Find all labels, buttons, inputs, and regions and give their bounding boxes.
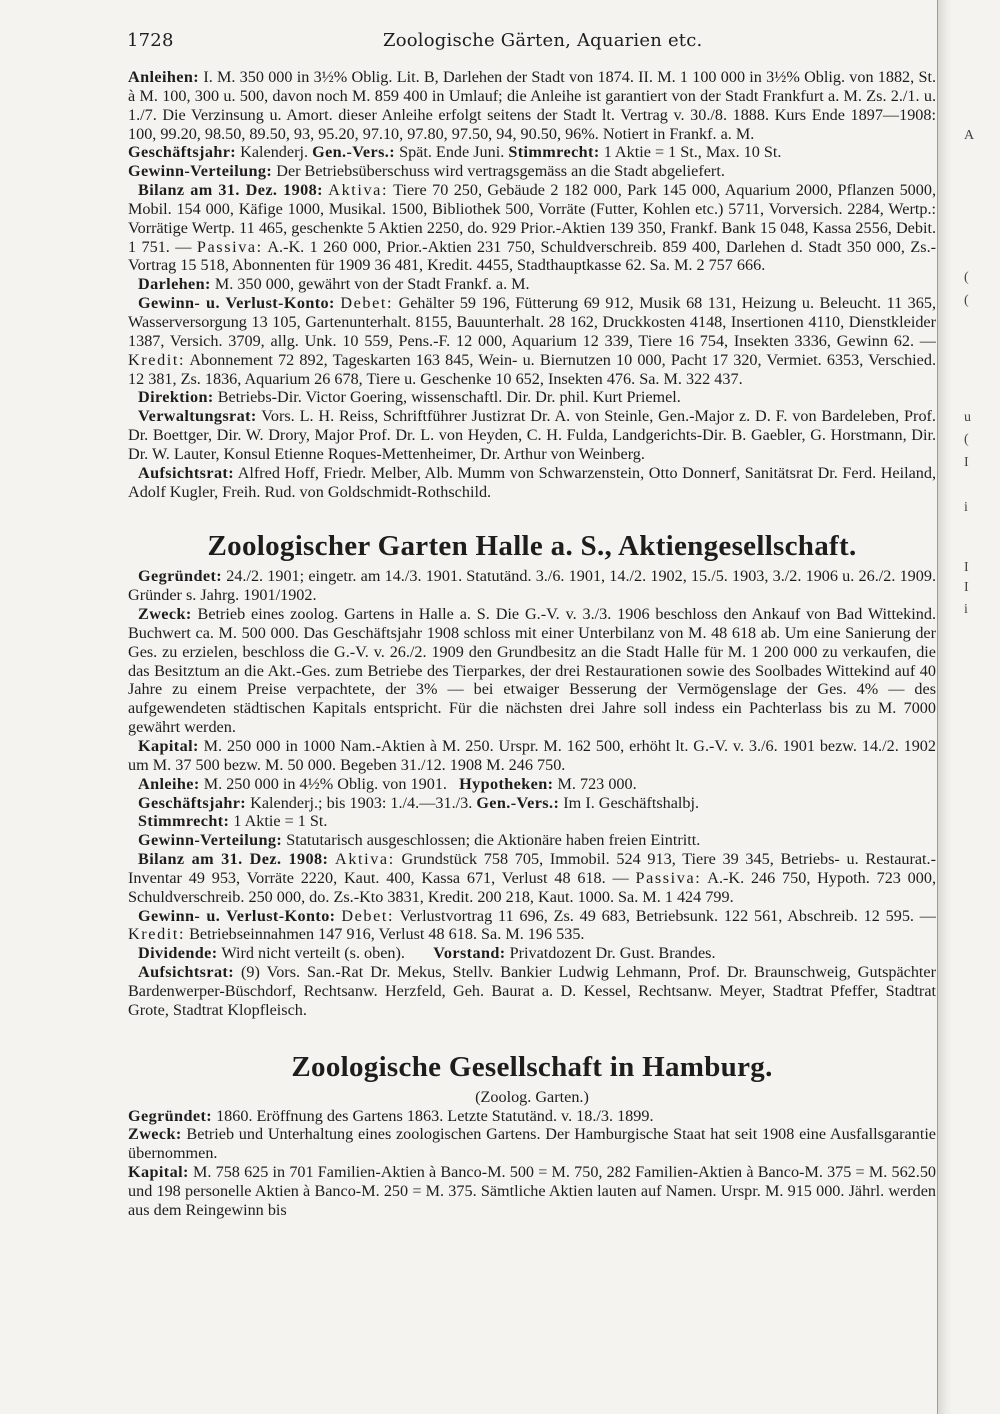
halle-stimmrecht: Stimmrecht: 1 Aktie = 1 St.: [138, 812, 328, 831]
halle-zweck: Zweck: Betrieb eines zoolog. Gartens in Halle a. S. Die G.-V. v. 3./3. 1906 beschloss den Ankauf von Bad Wittekind. Buchwert ca. M. 500 000. Das Geschäftsjahr 1908 schloss mit einer Unterbilanz von M. 48 618 ab. Um eine Sanierung der Ges. zu erzielen, beschloss die G.-V. v. 26./2. 1909 den Grundbesitz an die Stadt Halle für M. 1 200 000 zu verkaufen, die das Besitztum an die Akt.-Ges. zum Betriebe des Tierparkes, der drei Restaurationen sowie des Soolbades Wittekind auf 40 Jahre zu einem Preise verpachtete, der 3% — bei etwaiger Besserung der Vermögenslage der Ges. 4% — des aufgewendeten städtischen Kapitals entspricht. Für die nächsten drei Jahre soll indess ein Pachterlass bis zu M. 7000 gewährt werden.: [128, 605, 937, 737]
hamburg-kapital: Kapital: M. 758 625 in 701 Familien-Aktien à Banco-M. 500 = M. 750, 282 Familien-Aktien à Banco-M. 375 = M. 562.50 und 198 personelle Aktien à Banco-M. 250 = M. 375. Sämtliche Aktien lauten auf Namen. Urspr. M. 915 000. Jährl. werden aus dem Reingewinn bis: [128, 1163, 937, 1219]
frankfurt-verwaltungsrat: Verwaltungsrat: Vors. L. H. Reiss, Schriftführer Justizrat Dr. A. von Steinle, Gen.-Major z. D. F. von Bardeleben, Prof. Dr. Boettger, Dir. W. Drory, Major Prof. Dr. L. von Heyden, C. H. Fulda, Landgerichts-Dir. B. Gaebler, G. Horstmann, Dir. Dr. W. Lauter, Konsul Etienne Roques-Mettenheimer, Dr. Arthur von Weinberg.: [128, 407, 936, 463]
halle-anleihe: Anleihe: M. 250 000 in 4½% Oblig. von 1901. Hypotheken: M. 723 000.: [138, 774, 637, 793]
frankfurt-guv: Gewinn- u. Verlust-Konto: Debet: Gehälter 59 196, Fütterung 69 912, Musik 68 131, Heizung u. Beleucht. 11 365, Wasserversorgung 13 105, Gartenunterhalt. 8155, Bauunterhalt. 28 162, Druckkosten 4148, Insertionen 4110, Dienstkleider 1387, Versich. 3709, allg. Unk. 10 559, Pens.-F. 12 000, Aquarium 12 339, Tiere 16 754, Insekten 3336, Gewinn 62. — Kredit: Abonnement 72 892, Tageskarten 163 845, Wein- u. Biernutzen 10 000, Pacht 17 320, Vermiet. 6353, Verschied. 12 381, Zs. 1836, Aquarium 26 678, Tiere u. Geschenke 10 652, Insekten 476. Sa. M. 322 437.: [128, 294, 937, 388]
page-header: [127, 30, 937, 56]
frankfurt-bilanz: Bilanz am 31. Dez. 1908: Aktiva: Tiere 70 250, Gebäude 2 182 000, Park 145 000, Aquarium 2000, Pflanzen 5000, Mobil. 154 000, Käfige 1000, Musikal. 1500, Bibliothek 500, Vorräte (Futter, Kohlen etc.) 5711, Vorversich. 2284, Wertp.: Vorrätige Wertp. 11 465, geschenkte 5 Aktien 2250, do. 929 Prior.-Aktien 139 350, Frankf. Bank 15 048, Kassa 2556, Debit. 1 751. — Passiva: A.-K. 1 260 000, Prior.-Aktien 231 750, Schuldverschreib. 859 400, Darlehen d. Stadt 350 000, Zs.-Vortrag 15 518, Abonnenten für 1909 36 481, Kredit. 4455, Stadthauptkasse 62. Sa. M. 2 757 666.: [128, 181, 937, 275]
frankfurt-aufsichtsrat: Aufsichtsrat: Alfred Hoff, Friedr. Melber, Alb. Mumm von Schwarzenstein, Otto Donnerf, Sanitätsrat Dr. Ferd. Heiland, Adolf Kugler, Freih. Rud. von Goldschmidt-Rothschild.: [128, 463, 936, 501]
running-title: Zoologische Gärten, Aquarien etc.: [383, 30, 703, 51]
halle-kapital: Kapital: M. 250 000 in 1000 Nam.-Aktien à M. 250. Urspr. M. 162 500, erhöht lt. G.-V. v. 3./6. 1901 bezw. 14./2. 1902 um M. 37 500 bezw. M. 50 000. Begeben 31./12. 1908 M. 246 750.: [128, 737, 936, 774]
hamburg-zweck: Zweck: Betrieb und Unterhaltung eines zoologischen Gartens. Der Hamburgische Staat hat seit 1908 eine Ausfallsgarantie übernommen.: [128, 1125, 936, 1163]
frankfurt-darlehen: Darlehen: M. 350 000, gewährt von der Stadt Frankf. a. M.: [138, 275, 530, 294]
hamburg-title: Zoologische Gesellschaft in Hamburg.: [291, 1050, 773, 1083]
edge-mark: (: [964, 432, 969, 447]
adjacent-page-edge: [937, 0, 1000, 1414]
hamburg-gegruendet: Gegründet: 1860. Eröffnung des Gartens 1863. Letzte Statutänd. v. 18./3. 1899.: [128, 1106, 654, 1125]
halle-geschaeftsjahr: Geschäftsjahr: Kalenderj.; bis 1903: 1./4.—31./3. Gen.-Vers.: Im I. Geschäftshalbj.: [138, 793, 700, 812]
frankfurt-gewinnverteilung: Gewinn-Verteilung: Der Betriebsüberschuss wird vertragsgemäss an die Stadt abgeliefert.: [128, 162, 725, 181]
halle-aufsichtsrat: Aufsichtsrat: (9) Vors. San.-Rat Dr. Mekus, Stellv. Bankier Ludwig Lehmann, Prof. Dr. Braunschweig, Gutspächter Bardenwerper-Büschdorf, Rechtsanw. Herzfeld, Geh. Baurat a. D. Kessel, Rechtsanw. Meyer, Stadtrat Pfeffer, Stadtrat Grote, Stadtrat Klopfleisch.: [128, 963, 937, 1019]
edge-mark: (: [964, 270, 969, 285]
edge-mark: I: [964, 560, 969, 575]
halle-dividende: Dividende: Wird nicht verteilt (s. oben). Vorstand: Privatdozent Dr. Gust. Brandes.: [138, 944, 716, 963]
halle-guv: Gewinn- u. Verlust-Konto: Debet: Verlustvortrag 11 696, Zs. 49 683, Betriebsunk. 122 561, Abschreib. 12 595. — Kredit: Betriebseinnahmen 147 916, Verlust 48 618. Sa. M. 196 535.: [128, 906, 936, 944]
halle-bilanz: Bilanz am 31. Dez. 1908: Aktiva: Grundstück 758 705, Immobil. 524 913, Tiere 39 345, Betriebs- u. Restaurat.-Inventar 49 953, Vorräte 2220, Kaut. 400, Kassa 671, Verlust 48 618. — Passiva: A.-K. 246 750, Hypoth. 723 000, Schuldverschreib. 250 000, do. Zs.-Kto 3831, Kredit. 200 218, Kaut. 1000. Sa. M. 1 424 799.: [128, 850, 937, 906]
page-body: [128, 68, 936, 1220]
frankfurt-direktion: Direktion: Betriebs-Dir. Victor Goering, wissenschaftl. Dir. Dr. phil. Kurt Priemel.: [138, 388, 681, 407]
frankfurt-anleihen: Anleihen: I. M. 350 000 in 3½% Oblig. Lit. B, Darlehen der Stadt von 1874. II. M. 1 100 000 in 3½% Oblig. von 1882, St. à M. 100, 300 u. 500, davon noch M. 859 400 in Umlauf; die Anleihe ist garantiert von der Stadt Frankfurt a. M. Zs. 2./1. u. 1./7. Die Verzinsung u. Amort. dieser Anleihe erfolgt seitens der Stadt lt. Vertrag v. 30./8. 1888. Kurs Ende 1897—1908: 100, 99.20, 98.50, 89.50, 93, 95.20, 97.10, 97.80, 97.50, 94, 90.50, 96%. Notiert in Frankf. a. M.: [128, 68, 936, 143]
hamburg-subtitle: (Zoolog. Garten.): [475, 1087, 589, 1106]
edge-mark: A: [964, 128, 975, 143]
frankfurt-geschaeftsjahr: Geschäftsjahr: Kalenderj. Gen.-Vers.: Spät. Ende Juni. Stimmrecht: 1 Aktie = 1 St., Max. 10 St.: [128, 143, 782, 162]
edge-mark: i: [964, 500, 968, 515]
edge-mark: u: [964, 410, 971, 425]
halle-title: Zoologischer Garten Halle a. S., Aktiengesellschaft.: [207, 530, 857, 563]
edge-mark: I: [964, 580, 969, 595]
halle-gewinnverteilung: Gewinn-Verteilung: Statutarisch ausgeschlossen; die Aktionäre haben freien Eintritt.: [138, 831, 701, 850]
edge-mark: i: [964, 602, 968, 617]
page-number: 1728: [127, 30, 174, 51]
halle-gegruendet: Gegründet: 24./2. 1901; eingetr. am 14./3. 1901. Statutänd. 3./6. 1901, 14./2. 1902, 15./5. 1903, 3./2. 1906 u. 26./2. 1909. Gründer s. Jahrg. 1901/1902.: [128, 567, 937, 605]
edge-mark: (: [964, 293, 969, 308]
edge-mark: I: [964, 455, 969, 470]
